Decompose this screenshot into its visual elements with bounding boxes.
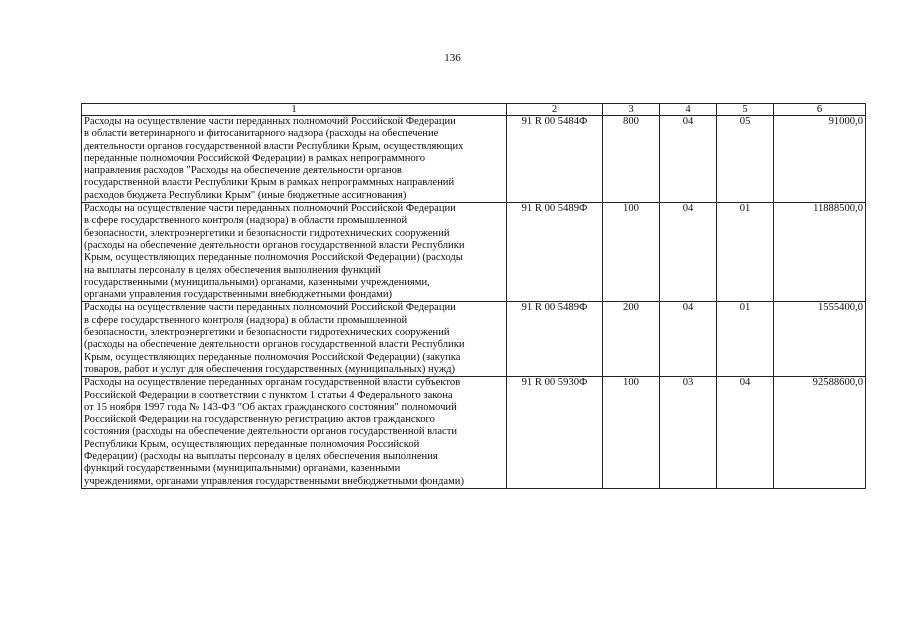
row-amount: 1555400,0	[774, 302, 866, 377]
row-code: 91 R 00 5930Ф	[507, 377, 603, 489]
row-code: 91 R 00 5489Ф	[507, 302, 603, 377]
row-description: Расходы на осуществление части переданных полномочий Российской Федерации в области ветеринарного и фитосанитарного надзора (расходы на обеспечение деятельности органов государственной власти Республики Крым, осуществляющих переданные полномочия Российской Федерации) в рамках непрограммного направления расходов "Расходы на обеспечение деятельности органов государственной власти Республики Крым в рамках непрограммных направлений расходов бюджета Республики Крым" (иные бюджетные ассигнования)	[82, 116, 507, 203]
header-col-4: 4	[660, 104, 717, 116]
row-section: 04	[660, 302, 717, 377]
row-section: 04	[660, 203, 717, 302]
row-amount: 91000,0	[774, 116, 866, 203]
table-row	[82, 203, 866, 302]
header-col-1: 1	[82, 104, 507, 116]
row-description: Расходы на осуществление переданных органам государственной власти субъектов Российской Федерации в соответствии с пунктом 1 статьи 4 Федерального закона от 15 ноября 1997 года № 143-ФЗ "Об актах гражданского состояния" полномочий Российской Федерации на государственную регистрацию актов гражданского состояния (расходы на обеспечение деятельности органов государственной власти Республики Крым, осуществляющих переданные полномочия Российской Федерации) (расходы на выплаты персоналу в целях обеспечения выполнения функций государственными (муниципальными) органами, казенными учреждениями, органами управления государственными внебюджетными фондами)	[82, 377, 507, 489]
table-row	[82, 377, 866, 489]
row-expense-type: 800	[603, 116, 660, 203]
row-subsection: 01	[717, 302, 774, 377]
header-col-6: 6	[774, 104, 866, 116]
row-subsection: 04	[717, 377, 774, 489]
row-code: 91 R 00 5489Ф	[507, 203, 603, 302]
row-expense-type: 100	[603, 377, 660, 489]
row-expense-type: 100	[603, 203, 660, 302]
row-description: Расходы на осуществление части переданных полномочий Российской Федерации в сфере государственного контроля (надзора) в области промышленной безопасности, электроэнергетики и безопасности гидротехнических сооружений (расходы на обеспечение деятельности органов государственной власти Республики Крым, осуществляющих переданные полномочия Российской Федерации) (расходы на выплаты персоналу в целях обеспечения выполнения функций государственными (муниципальными) органами, казенными учреждениями, органами управления государственными внебюджетными фондами)	[82, 203, 507, 302]
row-section: 03	[660, 377, 717, 489]
header-col-2: 2	[507, 104, 603, 116]
row-subsection: 05	[717, 116, 774, 203]
budget-table	[81, 103, 866, 489]
page-number: 136	[444, 52, 461, 64]
row-section: 04	[660, 116, 717, 203]
header-col-3: 3	[603, 104, 660, 116]
row-subsection: 01	[717, 203, 774, 302]
table-row	[82, 116, 866, 203]
row-expense-type: 200	[603, 302, 660, 377]
table-row	[82, 302, 866, 377]
header-row	[82, 104, 866, 116]
row-amount: 11888500,0	[774, 203, 866, 302]
row-code: 91 R 00 5484Ф	[507, 116, 603, 203]
header-col-5: 5	[717, 104, 774, 116]
row-description: Расходы на осуществление части переданных полномочий Российской Федерации в сфере государственного контроля (надзора) в области промышленной безопасности, электроэнергетики и безопасности гидротехнических сооружений (расходы на обеспечение деятельности органов государственной власти Республики Крым, осуществляющих переданные полномочия Российской Федерации) (закупка товаров, работ и услуг для обеспечения государственных (муниципальных) нужд)	[82, 302, 507, 377]
row-amount: 92588600,0	[774, 377, 866, 489]
